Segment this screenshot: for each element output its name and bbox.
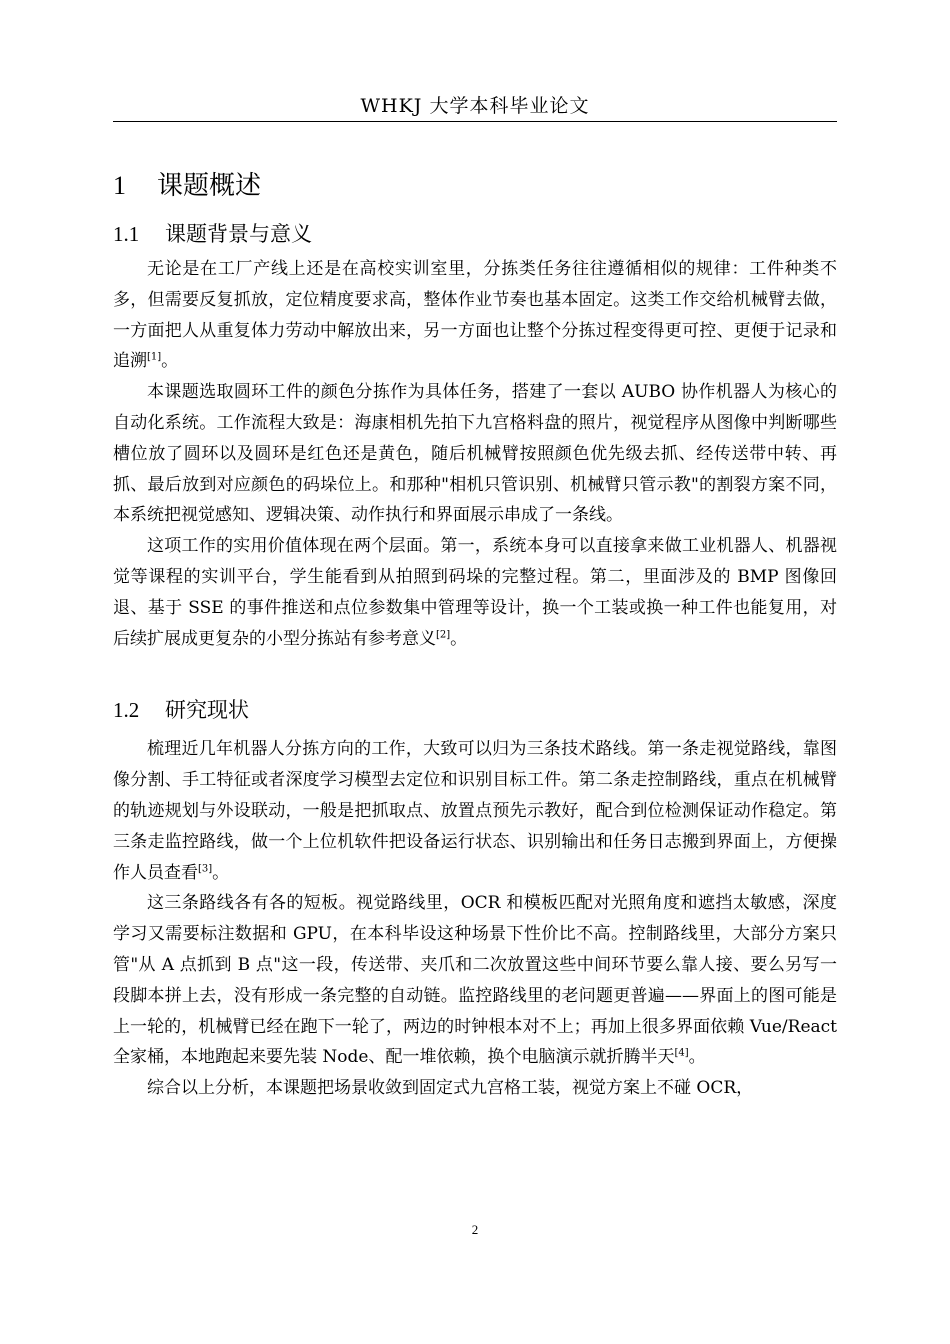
paragraph-text: 本课题选取圆环工件的颜色分拣作为具体任务，搭建了一套以 AUBO 协作机器人为核心的自动化系统。工作流程大致是：海康相机先拍下九宫格料盘的照片，视觉程序从图像中判断哪些槽位放了圆环以及圆环是红色还是黄色，随后机械臂按照颜色优先级去抓、经传送带中转、再抓、最后放到对应颜色的码垛位上。和那种"相机只管识别、机械臂只管示教"的割裂方案不同，本系统把视觉感知、逻辑决策、动作执行和界面展示串成了一条线。 — [113, 382, 837, 526]
paragraph-end: 。 — [688, 1047, 706, 1068]
chapter-title: 课题概述 — [157, 171, 262, 201]
section-title: 课题背景与意义 — [165, 222, 312, 246]
section-heading-1-2 — [113, 690, 837, 730]
chapter-number: 1 — [113, 171, 126, 200]
citation: [4] — [674, 1047, 689, 1059]
header-rule — [113, 121, 837, 122]
paragraph — [113, 377, 837, 531]
citation: [2] — [436, 628, 451, 640]
running-header: WHKJ 大学本科毕业论文 — [360, 95, 590, 117]
page-number: 2 — [471, 1222, 479, 1237]
paragraph — [113, 734, 837, 888]
paragraph-end: 。 — [212, 862, 230, 883]
section-heading-1-1 — [113, 214, 837, 254]
chapter-heading — [113, 160, 837, 212]
page-body — [113, 158, 837, 1104]
paragraph — [113, 888, 837, 1073]
section-number: 1.1 — [113, 222, 140, 246]
citation: [1] — [147, 351, 162, 363]
citation: [3] — [198, 862, 213, 874]
paragraph-text: 无论是在工厂产线上还是在高校实训室里，分拣类任务往往遵循相似的规律：工件种类不多，但需要反复抓放，定位精度要求高，整体作业节奏也基本固定。这类工作交给机械臂去做，一方面把人从重复体力劳动中解放出来，另一方面也让整个分拣过程变得更可控、更便于记录和追溯 — [113, 259, 837, 372]
paragraph — [113, 254, 837, 377]
paragraph-text: 综合以上分析，本课题把场景收敛到固定式九宫格工装，视觉方案上不碰 OCR， — [147, 1078, 754, 1099]
paragraph-end: 。 — [161, 351, 179, 372]
paragraph — [113, 531, 837, 654]
paragraph-text: 梳理近几年机器人分拣方向的工作，大致可以归为三条技术路线。第一条走视觉路线，靠图像分割、手工特征或者深度学习模型去定位和识别目标工件。第二条走控制路线，重点在机械臂的轨迹规划与外设联动，一般是把抓取点、放置点预先示教好，配合到位检测保证动作稳定。第三条走监控路线，做一个上位机软件把设备运行状态、识别输出和任务日志搬到界面上，方便操作人员查看 — [113, 739, 837, 883]
paragraph-end: 。 — [450, 628, 468, 649]
paragraph — [113, 1073, 837, 1104]
paragraph-text: 这三条路线各有各的短板。视觉路线里，OCR 和模板匹配对光照角度和遮挡太敏感，深度学习又需要标注数据和 GPU，在本科毕设这种场景下性价比不高。控制路线里，大部分方案只管"从 A 点抓到 B 点"这一段，传送带、夹爪和二次放置这些中间环节要么靠人接、要么另写一段脚本拼上去，没有形成一条完整的自动链。监控路线里的老问题更普遍——界面上的图可能是上一轮的，机械臂已经在跑下一轮了，两边的时钟根本对不上；再加上很多界面依赖 Vue/React 全家桶，本地跑起来要先装 Node、配一堆依赖，换个电脑演示就折腾半天 — [113, 893, 837, 1068]
section-title: 研究现状 — [165, 698, 249, 723]
paragraph-text: 这项工作的实用价值体现在两个层面。第一，系统本身可以直接拿来做工业机器人、机器视觉等课程的实训平台，学生能看到从拍照到码垛的完整过程。第二，里面涉及的 BMP 图像回退、基于 SSE 的事件推送和点位参数集中管理等设计，换一个工装或换一种工件也能复用，对后续扩展成更复杂的小型分拣站有参考意义 — [113, 536, 837, 649]
section-number: 1.2 — [113, 698, 140, 723]
